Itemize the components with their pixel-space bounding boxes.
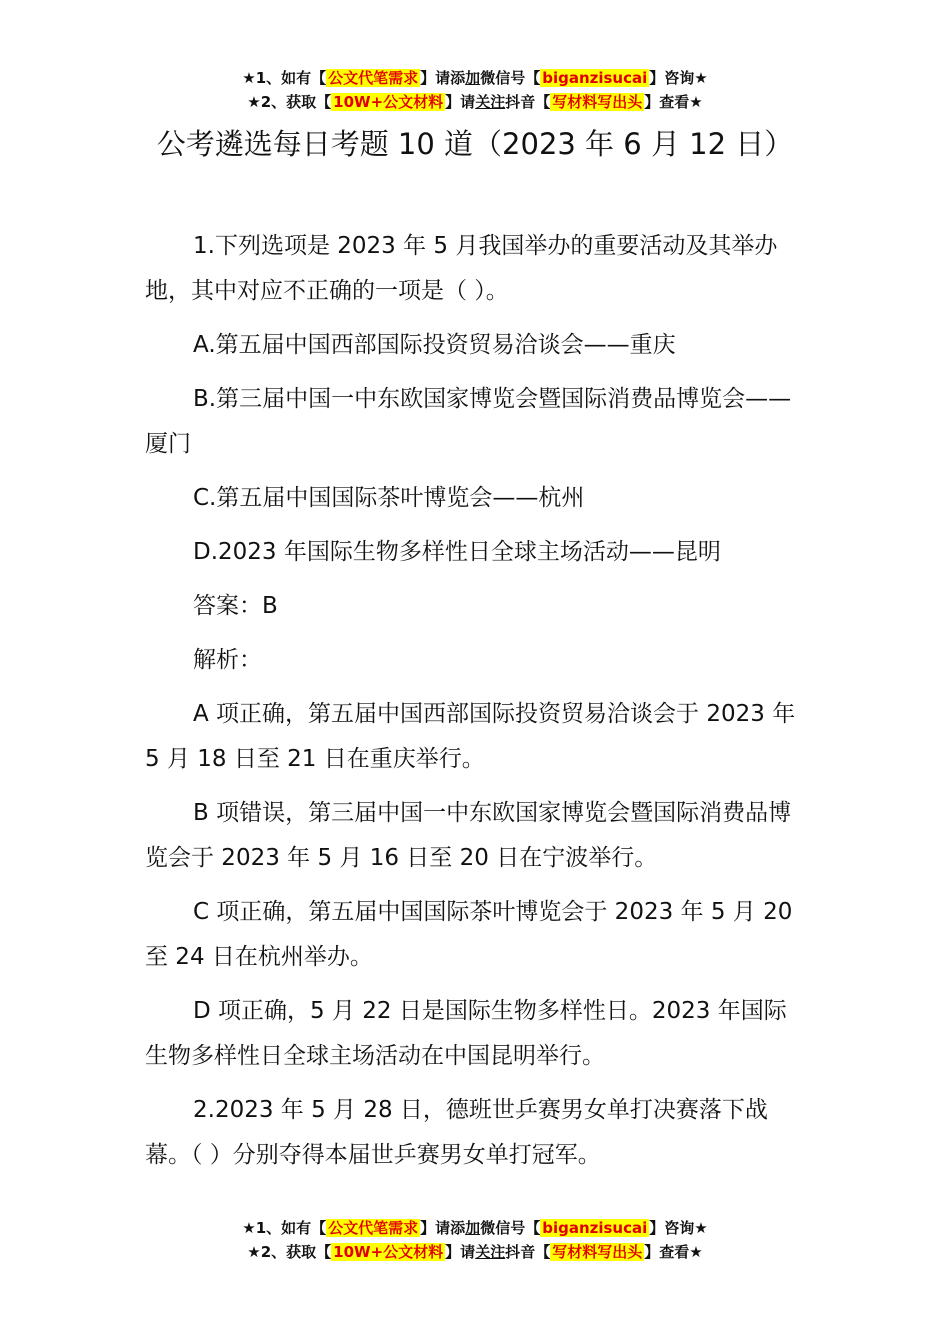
option-d: D.2023 年国际生物多样性日全球主场活动——昆明 — [193, 539, 721, 565]
document-body — [145, 224, 807, 1187]
highlight-wechat-id: biganzisucai — [542, 69, 648, 87]
answer: 答案：B — [193, 593, 278, 619]
star-icon: ★ — [694, 69, 708, 87]
question-1-stem: 1.下列选项是 2023 年 5 月我国举办的重要活动及其举办地，其中对应不正确的一项是（ ）。 — [145, 233, 778, 304]
highlight-service: 公文代笔需求 — [328, 1219, 419, 1237]
banner-line-1: ★1、如有【 公文代笔需求 】请添加微信号【 biganzisucai 】咨询★ — [242, 1219, 708, 1237]
highlight-materials: 10W+公文材料 — [333, 93, 444, 111]
highlight-douyin-account: 写材料写出头 — [552, 93, 643, 111]
star-icon: ★ — [689, 1243, 703, 1261]
star-icon: ★ — [242, 1219, 256, 1237]
analysis-d: D 项正确，5 月 22 日是国际生物多样性日。2023 年国际生物多样性日全球主场活动在中国昆明举行。 — [145, 998, 787, 1069]
analysis-b: B 项错误，第三届中国一中东欧国家博览会暨国际消费品博览会于 2023 年 5 月 16 日至 20 日在宁波举行。 — [145, 800, 792, 871]
star-icon: ★ — [689, 93, 703, 111]
highlight-wechat-id: biganzisucai — [542, 1219, 648, 1237]
banner-line-2: ★2、获取【 10W+公文材料 】请关注抖音【 写材料写出头 】查看★ — [247, 1243, 703, 1261]
option-c: C.第五届中国国际茶叶博览会——杭州 — [193, 485, 585, 511]
highlight-service: 公文代笔需求 — [328, 69, 419, 87]
star-icon: ★ — [694, 1219, 708, 1237]
analysis-a: A 项正确，第五届中国西部国际投资贸易洽谈会于 2023 年 5 月 18 日至 21 日在重庆举行。 — [145, 701, 796, 772]
analysis-label: 解析： — [193, 647, 262, 673]
star-icon: ★ — [242, 69, 256, 87]
option-a: A.第五届中国西部国际投资贸易洽谈会——重庆 — [193, 332, 676, 358]
page-title: 公考遴选每日考题 10 道（2023 年 6 月 12 日） — [156, 127, 794, 161]
analysis-c: C 项正确，第五届中国国际茶叶博览会于 2023 年 5 月 20 至 24 日在杭州举办。 — [145, 899, 793, 970]
footer-banner — [0, 1216, 950, 1264]
header-banner — [0, 66, 950, 114]
star-icon: ★ — [247, 93, 261, 111]
highlight-materials: 10W+公文材料 — [333, 1243, 444, 1261]
banner-line-1: ★1、如有【 公文代笔需求 】请添加微信号【 biganzisucai 】咨询★ — [242, 69, 708, 87]
star-icon: ★ — [247, 1243, 261, 1261]
question-2-stem: 2.2023 年 5 月 28 日，德班世乒赛男女单打决赛落下战幕。（ ）分别夺得本届世乒赛男女单打冠军。 — [145, 1097, 768, 1168]
option-b: B.第三届中国一中东欧国家博览会暨国际消费品博览会——厦门 — [145, 386, 792, 457]
banner-line-2: ★2、获取【 10W+公文材料 】请关注抖音【 写材料写出头 】查看★ — [247, 93, 703, 111]
highlight-douyin-account: 写材料写出头 — [552, 1243, 643, 1261]
